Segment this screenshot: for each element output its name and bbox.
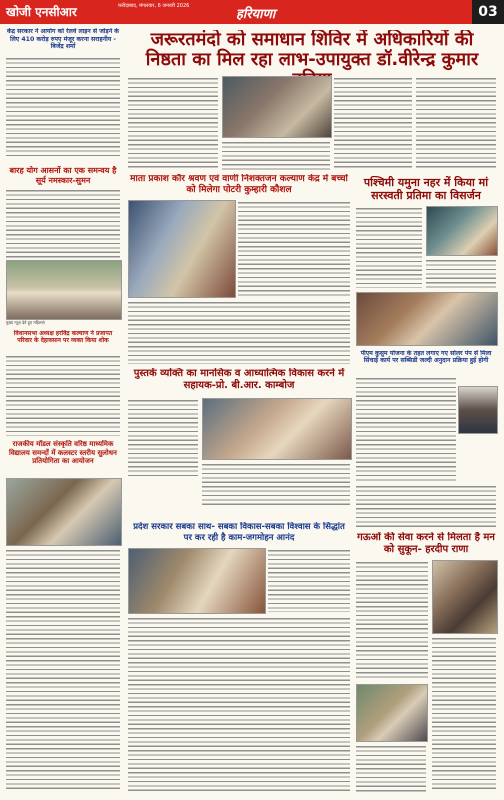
- photo-children-center: [128, 200, 236, 298]
- photo-officer-portrait: [458, 386, 498, 434]
- main-text-col4: [416, 76, 496, 170]
- photo-school-event: [6, 478, 122, 546]
- headline-main: जरूरतमंदो को समाधान शिविर में अधिकारियों की निष्ठता का मिल रहा लाभ-उपायुक्त डॉ.वीरेन्द्र कुमार: [145, 30, 479, 70]
- article-text-books-1: [128, 398, 198, 476]
- article-text-pm-kusum-more: [356, 484, 496, 528]
- article-text-cow-service: [356, 560, 428, 680]
- article-text-pottery-more: [128, 300, 350, 364]
- edition-info: फरीदाबाद, मंगलवार, 6 जनवरी 2026: [118, 3, 190, 9]
- headline-surya-namaskar: बारह योग आसनों का एक समन्वय है सूर्य नमस्कार-सुमन: [9, 166, 117, 185]
- photo-book-launch: [202, 398, 352, 460]
- article-text-jagmohan-1: [268, 548, 350, 612]
- headline-saraswati: पश्चिमी यमुना नहर में किया मां सरस्वती प्रतिमा का विसर्जन: [363, 176, 489, 202]
- article-text-books-2: [202, 462, 350, 506]
- photo-jagmohan-event: [128, 548, 266, 614]
- headline-condolence: विधानसभा अध्यक्ष हरविंद्र कल्याण ने प्रजापत परिवार के देहावसान पर व्यक्त किया शोक: [13, 330, 113, 345]
- newspaper-name: खोजी एनसीआर: [6, 5, 77, 19]
- article-text-cow-service-tail: [356, 744, 426, 792]
- photo-river-event: [356, 292, 498, 346]
- headline-pottery: माता प्रकाश कौर श्रवण एवं वाणी निशक्तजन कल्याण केंद्र में बच्चों को मिलेगा पोटरी कुम्हारी कौशल: [130, 174, 348, 195]
- section-title: हरियाणा: [236, 7, 276, 22]
- headline-school: राजकीय मॉडल संस्कृति वरिष्ठ माध्यमिक विद्यालय समन्दों में कलस्टर स्तरीय सुलोधन प्रतियोगिता का आयोजन: [9, 440, 117, 466]
- headline-jagmohan: प्रदेश सरकार सबका साथ- सबका विकास-सबका विश्वास के सिद्धांत पर कर रही है काम-जगमोहन आनंद: [133, 522, 345, 543]
- main-text-col3: [334, 76, 412, 170]
- headline-cow-service: गऊओं की सेवा करने से मिलता है मन को सुकून- हरदीप राणा: [357, 532, 495, 555]
- article-text-saraswati-more: [426, 258, 496, 288]
- headline-rail-budget: केंद्र सरकार ने आयोग को रेलवे लाइन से जोड़ने के लिए 410 करोड़ रुपए मंजूर करना सराहनीय - बिजेंद्र शर्मा: [6, 28, 120, 50]
- photo-immersion: [426, 206, 498, 256]
- caption-yoga: मुख्य न्यूज़ देते हुए महिलाएं: [6, 320, 45, 325]
- photo-group: [356, 684, 428, 742]
- page-number: 03: [472, 0, 504, 24]
- headline-books: पुस्तकें व्यक्ति का मानसिक व आध्यात्मिक विकास करने में सहायक-प्रो. बी.आर. काम्बोज: [133, 368, 345, 391]
- article-text-school: [6, 548, 120, 792]
- masthead: [0, 0, 504, 24]
- article-text-surya-namaskar: [6, 188, 120, 258]
- article-text-condolence: [6, 354, 120, 436]
- article-text-rail-budget: [6, 56, 120, 156]
- article-text-pottery: [238, 200, 350, 296]
- article-text-saraswati: [356, 206, 422, 288]
- headline-pm-kusum: पीएम कुसुम योजना के तहत लगाए गए सोलर पंप से मिला सिंचाई कार्य पर सब्सिडी जल्दी अनुदान प्रक्रिया हुई होगी: [360, 350, 492, 365]
- article-text-pm-kusum: [356, 376, 456, 482]
- article-text-cow-service-more: [432, 636, 496, 792]
- main-text-col1: [128, 76, 218, 170]
- photo-yoga-session: [6, 260, 122, 320]
- photo-cow-shelter: [432, 560, 498, 634]
- main-text-col2: [222, 140, 330, 170]
- photo-official-meeting: [222, 76, 332, 138]
- article-text-jagmohan-2: [128, 616, 350, 792]
